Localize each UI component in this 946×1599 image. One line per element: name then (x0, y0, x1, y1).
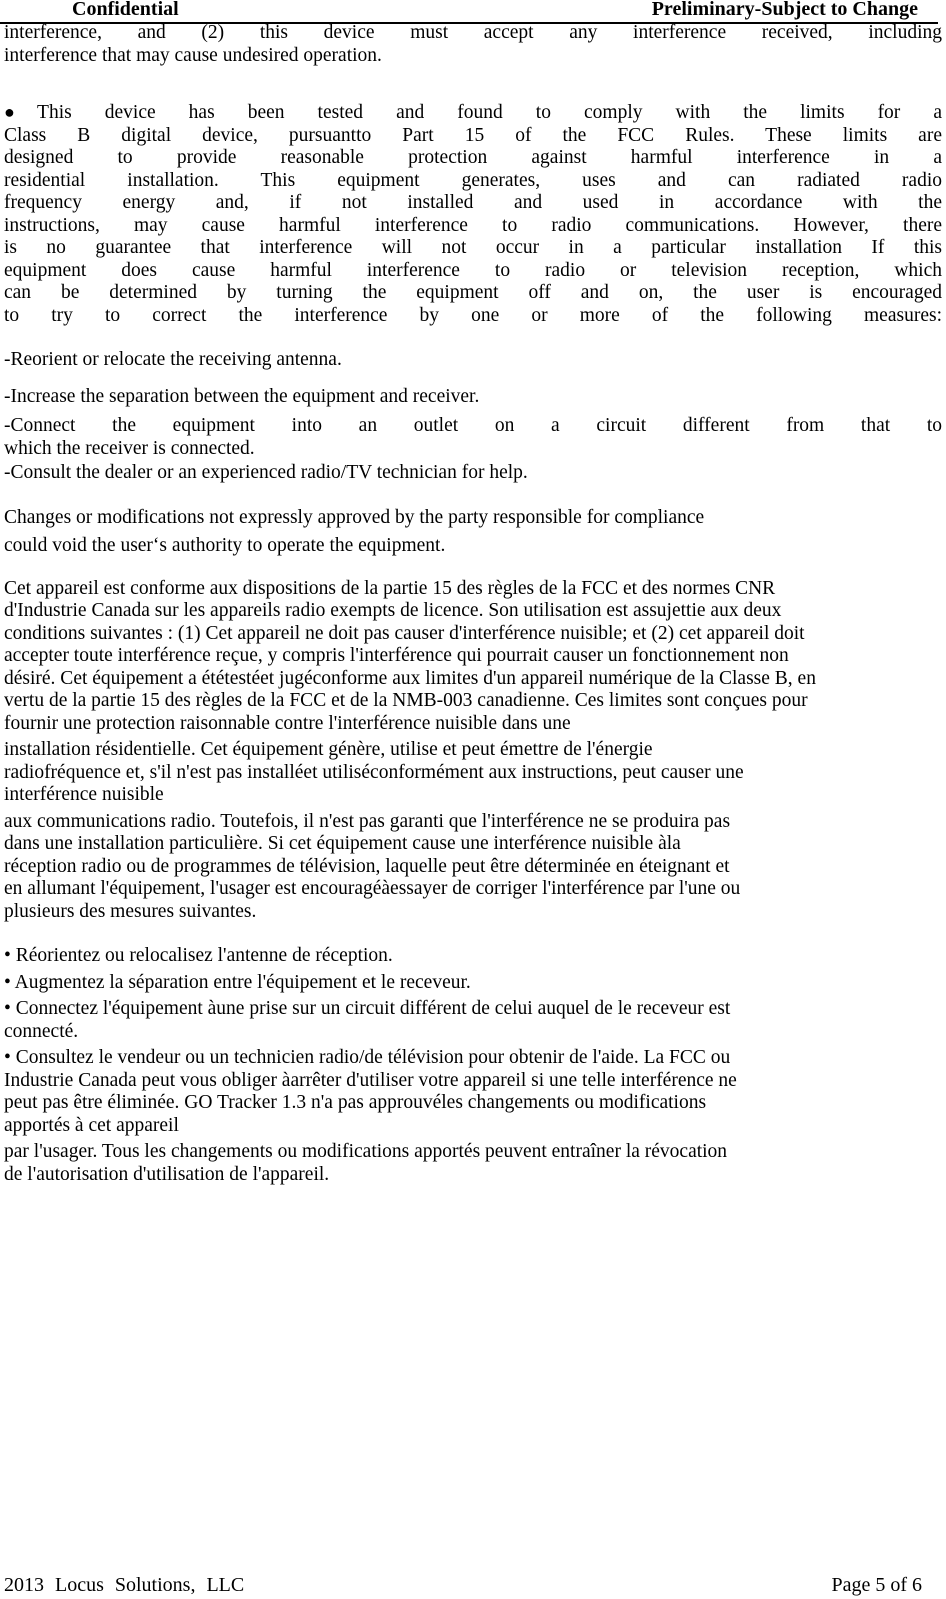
french-measure: connecté. (4, 1020, 79, 1042)
french-notice (4, 578, 934, 1187)
text-line: apportés à cet appareil (4, 1114, 179, 1136)
text-line: en allumant l'équipement, l'usager est encouragéàessayer de corriger l'interférence par l'une ou (4, 878, 741, 899)
french-measure: • Réorientez ou relocalisez l'antenne de réception. (4, 945, 393, 966)
text-line: This device has been tested and found to comply with the limits for a (37, 102, 942, 123)
text-line: interference that may cause undesired operation. (4, 44, 382, 66)
text-line: accepter toute interférence reçue, y compris l'interférence qui pourrait causer un fonctionnement non (4, 645, 789, 666)
text-line: to try to correct the interference by one or more of the following measures: (4, 304, 942, 326)
document-body (4, 22, 942, 1186)
text-line: Class B digital device, pursuantto Part 15 of the FCC Rules. These limits are (4, 124, 942, 146)
text-line: dans une installation particulière. Si cet équipement cause une interférence nuisible àla (4, 833, 681, 854)
french-measure: • Augmentez la séparation entre l'équipement et le receveur. (4, 971, 471, 993)
text-line: interference, and (2) this device must accept any interference received, including (4, 22, 942, 43)
text-line: d'Industrie Canada sur les appareils radio exempts de licence. Son utilisation est assujettie aux deux (4, 600, 782, 621)
text-line: peut pas être éliminée. GO Tracker 1.3 n'a pas approuvéles changements ou modifications (4, 1092, 707, 1113)
text-line: instructions, may cause harmful interference to radio communications. However, there (4, 214, 942, 236)
text-line: radiofréquence et, s'il n'est pas installéet utiliséconformément aux instructions, peut causer une (4, 761, 744, 783)
text-line: réception radio ou de programmes de télévision, laquelle peut être déterminée en éteignant et (4, 855, 730, 877)
text-line: vertu de la partie 15 des règles de la FCC et de la NMB-003 canadienne. Ces limites sont conçues pour (4, 690, 808, 711)
header-confidential: Confidential (72, 0, 179, 20)
bullet-icon: ● (4, 102, 38, 122)
french-measure: • Connectez l'équipement àune prise sur un circuit différent de celui auquel de le receveur est (4, 998, 731, 1019)
text-line: désiré. Cet équipement a ététestéet jugéconforme aux limites d'un appareil numérique de la Classe B, en (4, 667, 816, 689)
text-line: frequency energy and, if not installed and used in accordance with the (4, 192, 942, 213)
text-line: fournir une protection raisonnable contre l'interférence nuisible dans une (4, 712, 571, 734)
french-measure: • Consultez le vendeur ou un technicien radio/de télévision pour obtenir de l'aide. La FCC ou (4, 1047, 731, 1068)
compliance-note: could void the user‘s authority to operate the equipment. (4, 535, 446, 556)
text-line: de l'autorisation d'utilisation de l'appareil. (4, 1163, 330, 1185)
text-line: is no guarantee that interference will not occur in a particular installation If this (4, 237, 942, 258)
text-line: can be determined by turning the equipment off and on, the user is encouraged (4, 282, 942, 303)
text-line: installation résidentielle. Cet équipement génère, utilise et peut émettre de l'énergie (4, 739, 653, 760)
text-line: equipment does cause harmful interference to radio or television reception, which (4, 259, 942, 281)
measure-item: -Consult the dealer or an experienced radio/TV technician for help. (4, 462, 528, 483)
compliance-note: Changes or modifications not expressly approved by the party responsible for compliance (4, 506, 705, 528)
text-line: Industrie Canada peut vous obliger àarrêter d'utiliser votre appareil si une telle interférence ne (4, 1069, 737, 1091)
text-line: aux communications radio. Toutefois, il n'est pas garanti que l'interférence ne se produira pas (4, 810, 731, 832)
header-preliminary: Preliminary-Subject to Change (651, 0, 918, 20)
fcc-bullet-line (4, 101, 942, 125)
measure-item: -Connect the equipment into an outlet on a circuit different from that to (4, 415, 942, 436)
text-line: Cet appareil est conforme aux dispositions de la partie 15 des règles de la FCC et des normes CNR (4, 577, 776, 599)
footer-page-number: Page 5 of 6 (831, 1574, 922, 1596)
measure-item: -Reorient or relocate the receiving antenna. (4, 349, 342, 370)
page-header (0, 0, 938, 24)
footer-copyright: 2013 Locus Solutions, LLC (4, 1574, 245, 1596)
text-line: conditions suivantes : (1) Cet appareil ne doit pas causer d'interférence nuisible; et (2) cet appareil doit (4, 622, 805, 644)
text-line: residential installation. This equipment generates, uses and can radiated radio (4, 169, 942, 191)
text-line: designed to provide reasonable protection against harmful interference in a (4, 147, 942, 168)
text-line: par l'usager. Tous les changements ou modifications apportés peuvent entraîner la révocation (4, 1141, 728, 1162)
measure-item: which the receiver is connected. (4, 437, 255, 459)
measure-item: -Increase the separation between the equipment and receiver. (4, 385, 480, 407)
text-line: plusieurs des mesures suivantes. (4, 900, 257, 922)
text-line: interférence nuisible (4, 784, 164, 805)
